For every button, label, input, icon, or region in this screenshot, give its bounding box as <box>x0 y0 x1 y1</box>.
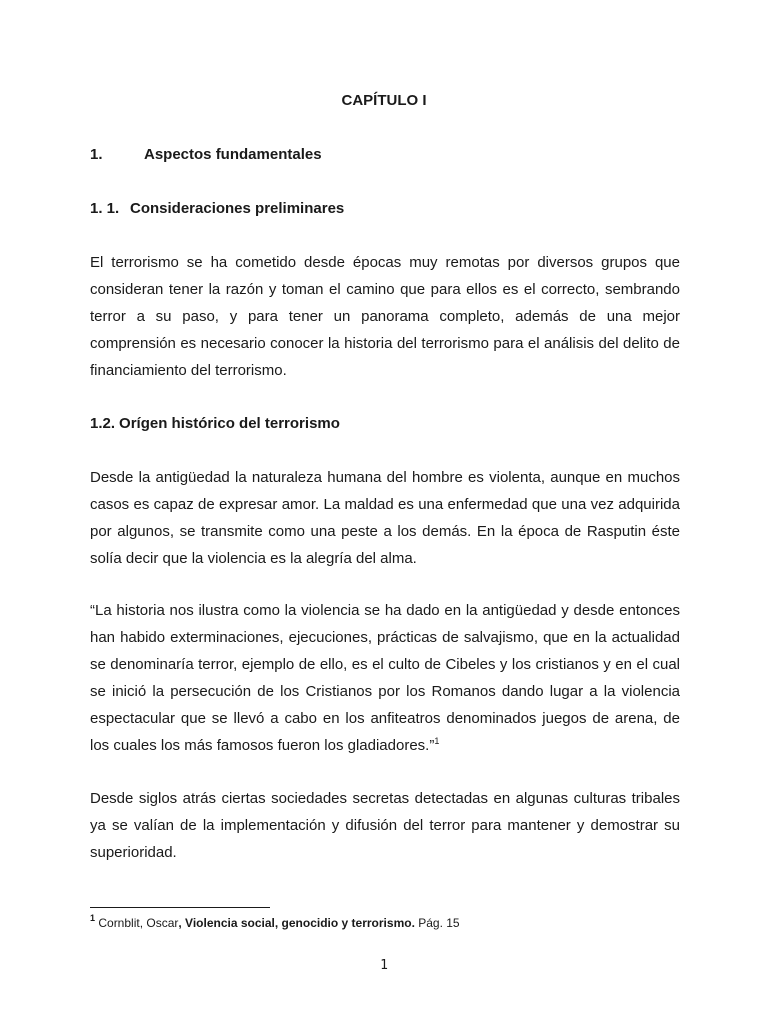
section-heading-aspectos <box>90 146 322 163</box>
section-number: 1. <box>90 146 103 163</box>
footnote-page: Pág. 15 <box>414 916 460 930</box>
paragraph-consideraciones: El terrorismo se ha cometido desde épocas muy remotas por diversos grupos que consideran tener la razón y toman el camino que para ellos es el correcto, sembrando terror a su paso, y para tener un panorama completo, además de una mejor comprensión es necesario conocer la historia del terrorismo para el análisis del delito de financiamiento del terrorismo. <box>90 254 680 379</box>
section-heading-origen <box>90 415 340 432</box>
paragraph-quote <box>90 597 680 759</box>
section-number: 1.2. <box>90 415 116 432</box>
footnote <box>90 913 460 930</box>
section-number: 1. 1. <box>90 200 120 217</box>
footnote-separator <box>90 907 270 908</box>
footnote-separator-comma: , <box>178 916 186 930</box>
paragraph-antiguedad: Desde la antigüedad la naturaleza humana del hombre es violenta, aunque en muchos casos es capaz de expresar amor. La maldad es una enfermedad que una vez adquirida por algunos, se transmite como una peste a los demás. En la época de Rasputin éste solía decir que la violencia es la alegría del alma. <box>90 469 680 567</box>
section-title: Orígen histórico del terrorismo <box>119 415 340 432</box>
page-number: 1 <box>380 958 388 973</box>
paragraph-sociedades: Desde siglos atrás ciertas sociedades secretas detectadas en algunas culturas tribales ya se valían de la implementación y difusión del terror para mantener y demostrar su superioridad. <box>90 790 680 861</box>
section-title: Aspectos fundamentales <box>144 146 322 163</box>
footnote-reference: 1 <box>434 736 440 746</box>
section-title: Consideraciones preliminares <box>130 200 345 217</box>
footnote-marker: 1 <box>90 913 96 923</box>
chapter-title: CAPÍTULO I <box>341 92 427 109</box>
footnote-author: Cornblit, Oscar <box>95 916 179 930</box>
quote-text: “La historia nos ilustra como la violencia se ha dado en la antigüedad y desde entonces han habido exterminaciones, ejecuciones, prácticas de salvajismo, que en la actualidad se denominaría terror, ejemplo de ello, es el culto de Cibeles y los cristianos y en el cual se inició la persecución de los Cristianos por los Romanos dando lugar a la violencia espectacular que se llevó a cabo en los anfiteatros denominados juegos de arena, de los cuales los más famosos fueron los gladiadores.” <box>90 602 680 754</box>
footnote-title: Violencia social, genocidio y terrorismo. <box>185 916 415 930</box>
section-heading-consideraciones <box>90 200 344 217</box>
